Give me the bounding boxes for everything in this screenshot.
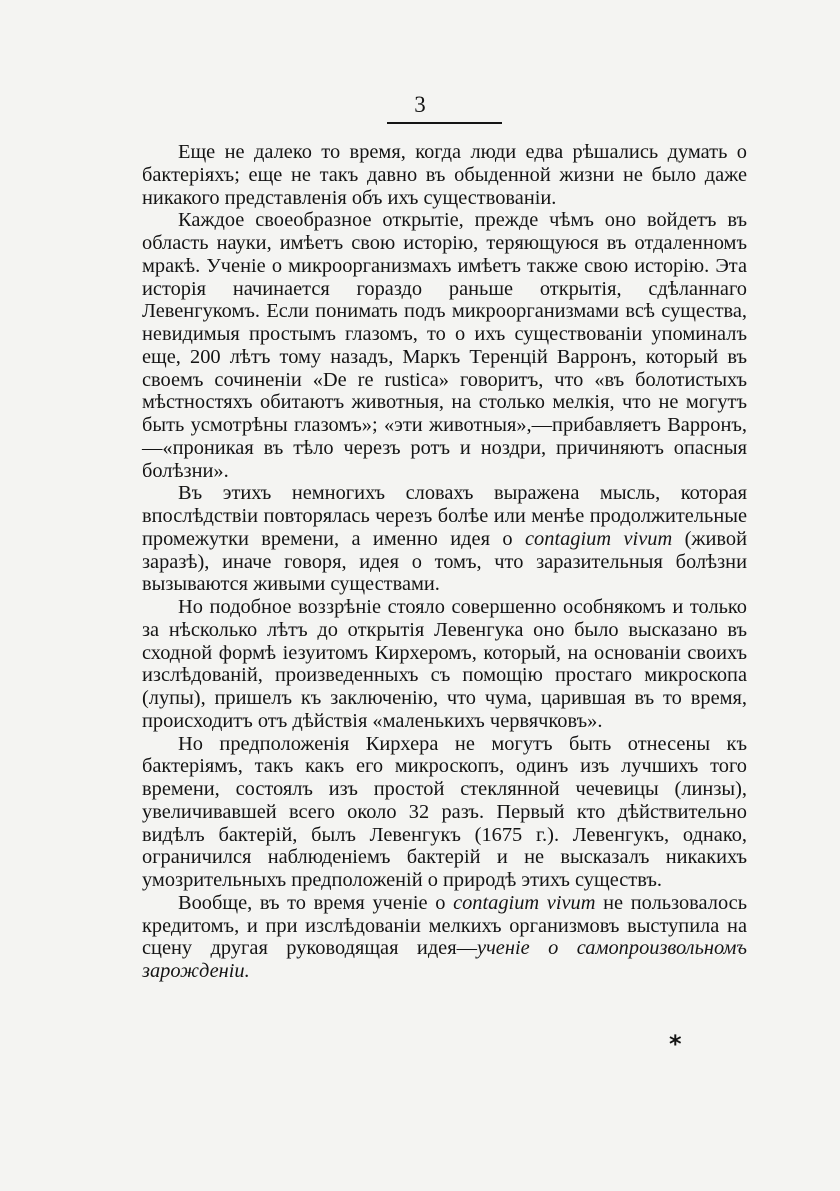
header-rule <box>387 122 502 124</box>
latin-term: contagium vivum <box>525 527 673 550</box>
paragraph-5: Но предположенія Кирхера не могутъ быть отнесены къ бактеріямъ, такъ какъ его микроскопъ, одинъ изъ лучшихъ того времени, состоялъ изъ простой стеклянной чечевицы (линзы), увеличивавшей всего около 32 разъ. Первый кто дѣйствительно видѣлъ бактерій, былъ Левенгукъ (1675 г.). Левенгукъ, однако, ограничился наблюденіемъ бактерій и не высказалъ никакихъ умозрительныхъ предположеній о природѣ этихъ существъ. <box>142 732 747 891</box>
footer-asterisk: * <box>669 1030 682 1058</box>
paragraph-3: Въ этихъ немногихъ словахъ выражена мысль, которая впослѣдствіи повторялась черезъ болѣе или менѣе продолжительные промежутки времени, а именно идея о contagium vivum (живой заразѣ), иначе говоря, идея о томъ, что заразительныя болѣзни вызываются живыми существами. <box>142 482 747 596</box>
italic-phrase: ученіе о самопроизвольномъ зарожденіи. <box>142 937 747 982</box>
body-text <box>142 141 747 983</box>
latin-term: contagium vivum <box>453 891 596 914</box>
paragraph-2: Каждое своеобразное открытіе, прежде чѣмъ оно войдетъ въ область науки, имѣетъ свою исторію, теряющуюся въ отдаленномъ мракѣ. Ученіе о микроорганизмахъ имѣетъ также свою исторію. Эта исторія начинается гораздо раньше открытія, сдѣланнаго Левенгукомъ. Если понимать подъ микроорганизмами всѣ существа, невидимыя простымъ глазомъ, то о ихъ существованіи упоминалъ еще, 200 лѣтъ тому назадъ, Маркъ Теренцій Варронъ, который въ своемъ сочиненіи «De re rustica» говоритъ, что «въ болотистыхъ мѣстностяхъ обитаютъ животныя, на столько мелкія, что не могутъ быть усмотрѣны глазомъ»; «эти животныя»,—прибавляетъ Варронъ,—«проникая въ тѣло черезъ ротъ и ноздри, причиняютъ опасныя болѣзни». <box>142 209 747 482</box>
paragraph-1: Еще не далеко то время, когда люди едва рѣшались думать о бактеріяхъ; еще не такъ давно въ обыденной жизни не было даже никакого представленія объ ихъ существованіи. <box>142 141 747 209</box>
paragraph-6: Вообще, въ то время ученіе о contagium vivum не пользовалось кредитомъ, и при изслѣдованіи мелкихъ организмовъ выступила на сцену другая руководящая идея—ученіе о самопроизвольномъ зарожденіи. <box>142 891 747 982</box>
page-number: 3 <box>414 92 426 117</box>
paragraph-4: Но подобное воззрѣніе стояло совершенно особнякомъ и только за нѣсколько лѣтъ до открытія Левенгука оно было высказано въ сходной формѣ іезуитомъ Кирхеромъ, который, на основаніи своихъ изслѣдованій, произведенныхъ съ помощію простаго микроскопа (лупы), пришелъ къ заключенію, что чума, царившая въ то время, происходитъ отъ дѣйствія «маленькихъ червячковъ». <box>142 596 747 732</box>
